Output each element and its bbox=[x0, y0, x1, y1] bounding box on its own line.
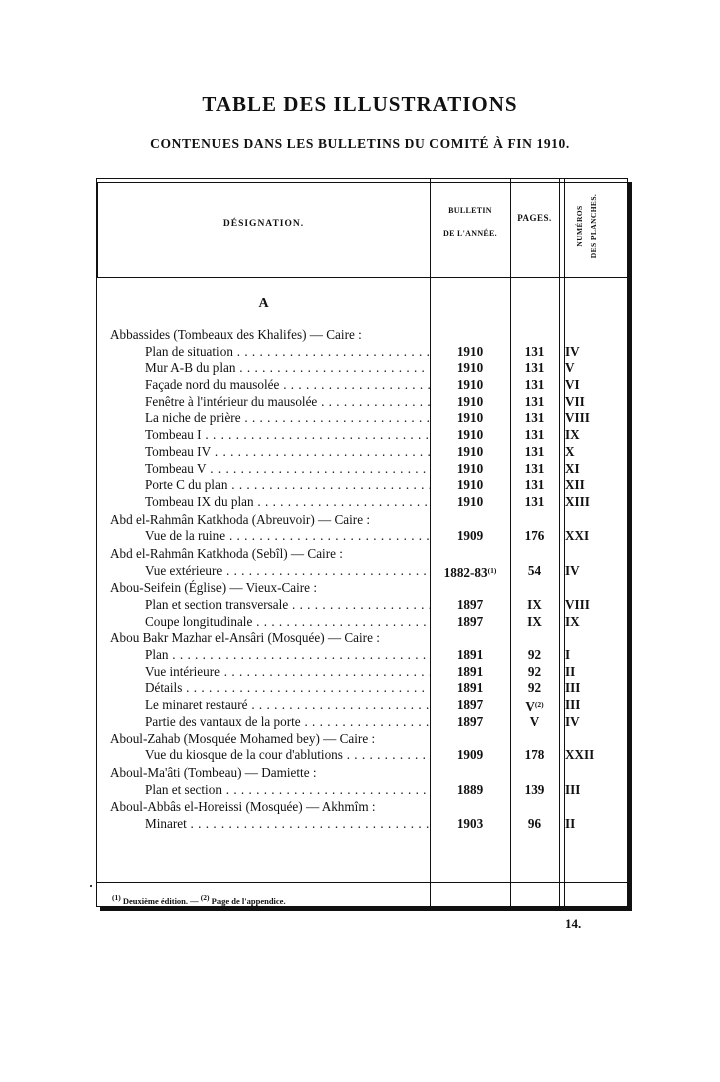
item-year: 1897 bbox=[456, 613, 484, 629]
item-page: 131 bbox=[524, 443, 545, 459]
table-row bbox=[97, 444, 627, 461]
section-letter: A bbox=[258, 296, 269, 311]
footnote-mark: (1) bbox=[112, 893, 121, 902]
table-row bbox=[97, 563, 627, 580]
item-plate: XXII bbox=[565, 747, 595, 763]
item-plate: XI bbox=[565, 460, 580, 476]
item-year: 1889 bbox=[456, 781, 484, 797]
item-label: Plan . . . bbox=[145, 647, 431, 664]
footnote-mark: (2) bbox=[200, 893, 210, 902]
item-year: 1903 bbox=[456, 815, 484, 831]
item-plate: V bbox=[565, 360, 575, 376]
item-page: 131 bbox=[524, 360, 545, 376]
item-plate: VIII bbox=[565, 597, 590, 612]
item-year: 1910 bbox=[456, 360, 484, 376]
item-year: 1910 bbox=[456, 393, 484, 409]
footnote-ref: (2) bbox=[534, 700, 544, 710]
item-plate: IV bbox=[565, 343, 580, 359]
entry-title: Abd el-Rahmân Katkhoda (Abreuvoir) — Caire : bbox=[110, 511, 371, 527]
item-year: 1909 bbox=[456, 747, 484, 763]
item-label: Vue du kiosque de la cour d'ablutions . . . bbox=[145, 747, 431, 764]
item-year: 1891 bbox=[456, 663, 484, 679]
item-plate: IX bbox=[565, 613, 580, 629]
item-plate: XIII bbox=[565, 493, 590, 509]
table-row bbox=[97, 614, 627, 631]
table-row bbox=[97, 394, 627, 411]
table-row bbox=[97, 714, 627, 731]
item-label: Minaret . . . bbox=[145, 816, 431, 833]
footnote-ref: (1) bbox=[487, 565, 497, 575]
item-label: Le minaret restauré . . . bbox=[145, 697, 431, 714]
entry-heading bbox=[97, 546, 627, 563]
item-plate: IV bbox=[565, 713, 580, 729]
header-numeros-line1: NUMÉROS bbox=[575, 205, 584, 247]
header-top-rule bbox=[97, 182, 627, 183]
item-year: 1910 bbox=[456, 460, 484, 476]
footnote-text: Deuxième édition. — bbox=[122, 896, 199, 906]
item-page: 131 bbox=[524, 410, 545, 426]
item-year: 1897 bbox=[456, 597, 484, 612]
item-label: Partie des vantaux de la porte . . . bbox=[145, 714, 431, 731]
item-label: Détails . . . bbox=[145, 680, 431, 697]
table-row bbox=[97, 680, 627, 697]
item-year: 1910 bbox=[456, 343, 484, 359]
footnote-text: Page de l'appendice. bbox=[211, 896, 286, 906]
header-bulletin bbox=[430, 199, 510, 245]
item-year: 1910 bbox=[456, 493, 484, 509]
header-bottom-rule bbox=[97, 277, 627, 278]
item-page: 54 bbox=[527, 562, 542, 578]
item-label: La niche de prière . . . bbox=[145, 410, 431, 427]
entry-heading bbox=[97, 731, 627, 748]
table-row bbox=[97, 410, 627, 427]
header-inner-rule bbox=[97, 182, 98, 278]
entry-heading bbox=[97, 580, 627, 597]
item-plate: IV bbox=[565, 562, 580, 578]
table-row bbox=[97, 697, 627, 714]
item-plate: XII bbox=[565, 477, 585, 493]
item-plate: IX bbox=[565, 427, 580, 443]
item-plate: VI bbox=[565, 377, 580, 393]
item-plate: II bbox=[565, 663, 576, 679]
item-page: 92 bbox=[527, 647, 542, 663]
table-row bbox=[97, 461, 627, 478]
item-page: 92 bbox=[527, 663, 542, 679]
item-page: 131 bbox=[524, 427, 545, 443]
table-row bbox=[97, 816, 627, 833]
entry-title: Abou-Seifein (Église) — Vieux-Caire : bbox=[110, 580, 317, 596]
header-numeros-line2: DES PLANCHES. bbox=[589, 193, 598, 259]
item-label: Mur A-B du plan . . . bbox=[145, 360, 431, 377]
item-page: 131 bbox=[524, 493, 545, 509]
page-signature: 14. bbox=[565, 916, 582, 931]
table-row bbox=[97, 360, 627, 377]
item-page: 92 bbox=[527, 680, 542, 696]
item-page: 131 bbox=[524, 377, 545, 393]
entry-title: Abd el-Rahmân Katkhoda (Sebîl) — Caire : bbox=[110, 545, 343, 561]
item-year-value: 1882-83 bbox=[443, 564, 488, 580]
item-page: 131 bbox=[524, 393, 545, 409]
table-row bbox=[97, 528, 627, 545]
item-plate: I bbox=[565, 647, 571, 663]
item-label: Tombeau I . . . bbox=[145, 427, 431, 444]
item-plate: III bbox=[565, 680, 581, 696]
item-year: 1891 bbox=[456, 647, 484, 663]
item-label: Porte C du plan . . . bbox=[145, 477, 431, 494]
table-row bbox=[97, 477, 627, 494]
table-row bbox=[97, 664, 627, 681]
header-bulletin-line2: DE L'ANNÉE. bbox=[443, 229, 497, 238]
table-bottom-rule bbox=[97, 882, 627, 883]
item-label: Plan et section transversale . . . bbox=[145, 597, 431, 614]
table-row bbox=[97, 427, 627, 444]
item-year: 1909 bbox=[456, 528, 484, 544]
table-row bbox=[97, 647, 627, 664]
item-year: 1910 bbox=[456, 427, 484, 443]
page-title: TABLE DES ILLUSTRATIONS bbox=[202, 92, 518, 116]
entry-heading bbox=[97, 765, 627, 782]
item-page: IX bbox=[527, 613, 542, 629]
item-label: Façade nord du mausolée . . . bbox=[145, 377, 431, 394]
item-page: IX bbox=[527, 597, 542, 612]
item-plate: VII bbox=[565, 393, 585, 409]
table-row bbox=[97, 747, 627, 764]
table-row bbox=[97, 597, 627, 614]
illustrations-table bbox=[96, 178, 628, 907]
item-page: 139 bbox=[524, 781, 545, 797]
header-plate-numbers bbox=[575, 193, 598, 259]
footnote bbox=[112, 893, 286, 906]
item-label: Vue de la ruine . . . bbox=[145, 528, 431, 545]
table-row bbox=[97, 377, 627, 394]
page-subtitle: CONTENUES DANS LES BULLETINS DU COMITÉ À FIN 1910. bbox=[150, 136, 570, 151]
entry-heading bbox=[97, 327, 627, 344]
item-label: Vue intérieure . . . bbox=[145, 664, 431, 681]
entry-heading bbox=[97, 799, 627, 816]
item-year: 1910 bbox=[456, 443, 484, 459]
entry-heading bbox=[97, 630, 627, 647]
item-plate: XXI bbox=[565, 528, 590, 544]
item-page: 96 bbox=[527, 815, 542, 831]
item-page: 131 bbox=[524, 343, 545, 359]
item-label: Vue extérieure . . . bbox=[145, 563, 431, 580]
item-plate: III bbox=[565, 781, 581, 797]
table-row bbox=[97, 344, 627, 361]
item-page: V bbox=[529, 713, 540, 729]
table-row bbox=[97, 782, 627, 799]
item-label: Coupe longitudinale . . . bbox=[145, 614, 431, 631]
header-bulletin-line1: BULLETIN bbox=[448, 206, 492, 215]
item-plate: II bbox=[565, 815, 576, 831]
item-page: 176 bbox=[524, 528, 545, 544]
table-row bbox=[97, 494, 627, 511]
item-year: 1897 bbox=[456, 697, 484, 713]
item-plate: VIII bbox=[565, 410, 590, 426]
item-label: Tombeau IX du plan . . . bbox=[145, 494, 431, 511]
header-designation: DÉSIGNATION. bbox=[222, 219, 305, 229]
item-page: 131 bbox=[524, 477, 545, 493]
item-label: Plan de situation . . . bbox=[145, 344, 431, 361]
item-year: 1910 bbox=[456, 477, 484, 493]
item-page: 131 bbox=[524, 460, 545, 476]
item-page-value: V bbox=[525, 699, 535, 715]
item-page: 178 bbox=[524, 747, 545, 763]
item-plate: X bbox=[565, 443, 575, 459]
entry-title: Aboul-Abbâs el-Horeissi (Mosquée) — Akhmîm : bbox=[110, 799, 376, 815]
item-label: Tombeau V . . . bbox=[145, 461, 431, 478]
item-year bbox=[430, 563, 510, 582]
table-body bbox=[97, 282, 627, 833]
item-year: 1891 bbox=[456, 680, 484, 696]
item-label: Tombeau IV . . . bbox=[145, 444, 431, 461]
item-year: 1910 bbox=[456, 410, 484, 426]
entry-title: Abbassides (Tombeaux des Khalifes) — Caire : bbox=[110, 327, 362, 342]
item-plate: III bbox=[565, 697, 581, 713]
item-label: Fenêtre à l'intérieur du mausolée . . . bbox=[145, 394, 431, 411]
margin-mark bbox=[90, 885, 92, 887]
item-year: 1910 bbox=[456, 377, 484, 393]
entry-heading bbox=[97, 512, 627, 529]
entry-title: Aboul-Ma'âti (Tombeau) — Damiette : bbox=[110, 764, 317, 780]
entry-title: Aboul-Zahab (Mosquée Mohamed bey) — Caire : bbox=[110, 730, 376, 746]
entry-title: Abou Bakr Mazhar el-Ansâri (Mosquée) — Caire : bbox=[110, 630, 380, 646]
header-pages: PAGES. bbox=[517, 213, 552, 223]
item-label: Plan et section . . . bbox=[145, 782, 431, 799]
item-year: 1897 bbox=[456, 713, 484, 729]
